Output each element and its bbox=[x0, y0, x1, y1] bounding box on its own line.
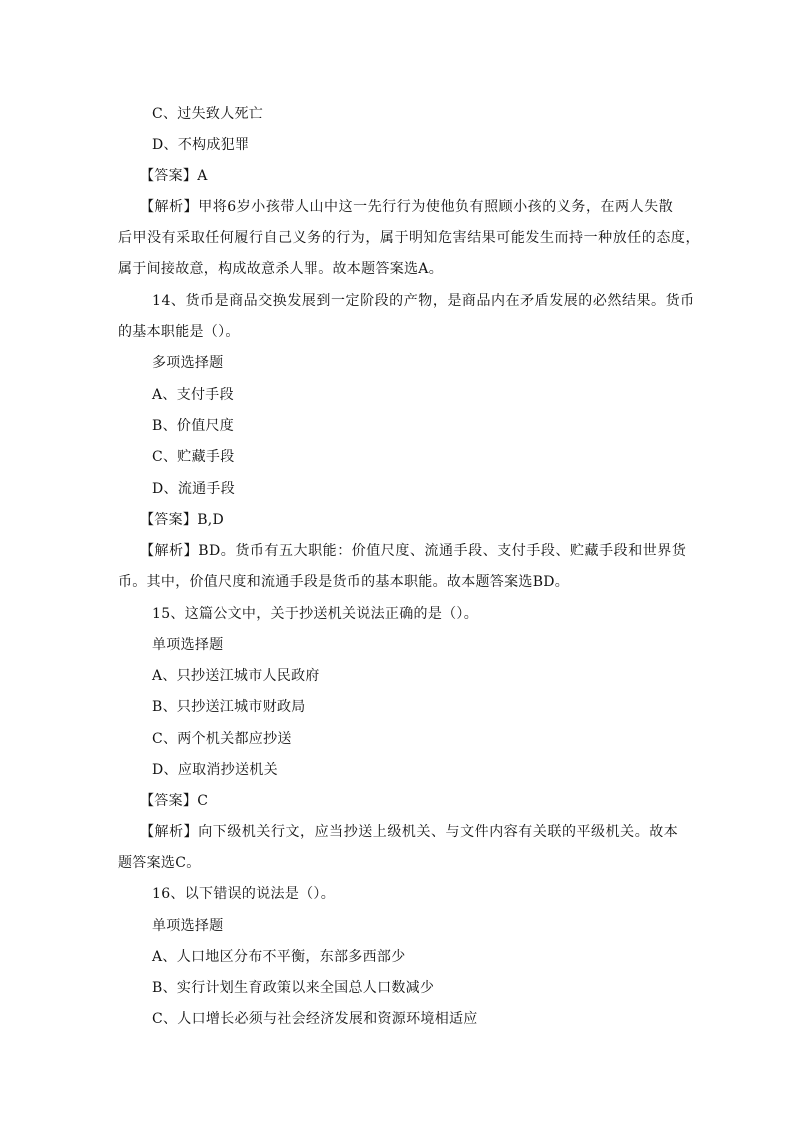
q13-option-d: D、不构成犯罪 bbox=[152, 137, 250, 153]
q14-analysis-line-2: 币。其中，价值尺度和流通手段是货币的基本职能。故本题答案选BD。 bbox=[118, 574, 570, 590]
q15-stem: 15、这篇公文中，关于抄送机关说法正确的是（）。 bbox=[152, 606, 479, 622]
q13-analysis-line-3: 属于间接故意，构成故意杀人罪。故本题答案选A。 bbox=[118, 261, 444, 277]
q14-option-c: C、贮藏手段 bbox=[152, 449, 235, 465]
q13-answer: 【答案】A bbox=[140, 168, 208, 184]
q14-analysis-line-1: 【解析】BD。货币有五大职能：价值尺度、流通手段、支付手段、贮藏手段和世界货 bbox=[140, 543, 687, 559]
q14-answer: 【答案】B,D bbox=[140, 512, 225, 528]
q15-option-c: C、两个机关都应抄送 bbox=[152, 731, 292, 747]
q14-option-b: B、价值尺度 bbox=[152, 418, 235, 434]
q15-option-a: A、只抄送江城市人民政府 bbox=[152, 668, 320, 684]
q16-option-b: B、实行计划生育政策以来全国总人口数减少 bbox=[152, 980, 435, 996]
q14-stem-line-1: 14、货币是商品交换发展到一定阶段的产物，是商品内在矛盾发展的必然结果。货币 bbox=[152, 293, 695, 309]
q15-option-d: D、应取消抄送机关 bbox=[152, 762, 278, 778]
q13-analysis-line-2: 后甲没有采取任何履行自己义务的行为，属于明知危害结果可能发生而持一种放任的态度， bbox=[118, 230, 700, 246]
q13-option-c: C、过失致人死亡 bbox=[152, 106, 264, 122]
q15-analysis-line-1: 【解析】向下级机关行文，应当抄送上级机关、与文件内容有关联的平级机关。故本 bbox=[140, 824, 679, 840]
q13-analysis-line-1: 【解析】甲将6岁小孩带人山中这一先行行为使他负有照顾小孩的义务，在两人失散 bbox=[140, 199, 674, 215]
q14-question-type: 多项选择题 bbox=[152, 355, 224, 371]
q15-analysis-line-2: 题答案选C。 bbox=[118, 855, 201, 871]
q14-option-a: A、支付手段 bbox=[152, 387, 234, 403]
q15-answer: 【答案】C bbox=[140, 793, 209, 809]
q16-option-c: C、人口增长必须与社会经济发展和资源环境相适应 bbox=[152, 1011, 478, 1027]
q15-option-b: B、只抄送江城市财政局 bbox=[152, 699, 306, 715]
q15-question-type: 单项选择题 bbox=[152, 637, 224, 653]
q16-question-type: 单项选择题 bbox=[152, 918, 224, 934]
q16-option-a: A、人口地区分布不平衡，东部多西部少 bbox=[152, 949, 406, 965]
q14-stem-line-2: 的基本职能是（）。 bbox=[118, 324, 240, 340]
q16-stem: 16、以下错误的说法是（）。 bbox=[152, 886, 336, 902]
q14-option-d: D、流通手段 bbox=[152, 481, 236, 497]
